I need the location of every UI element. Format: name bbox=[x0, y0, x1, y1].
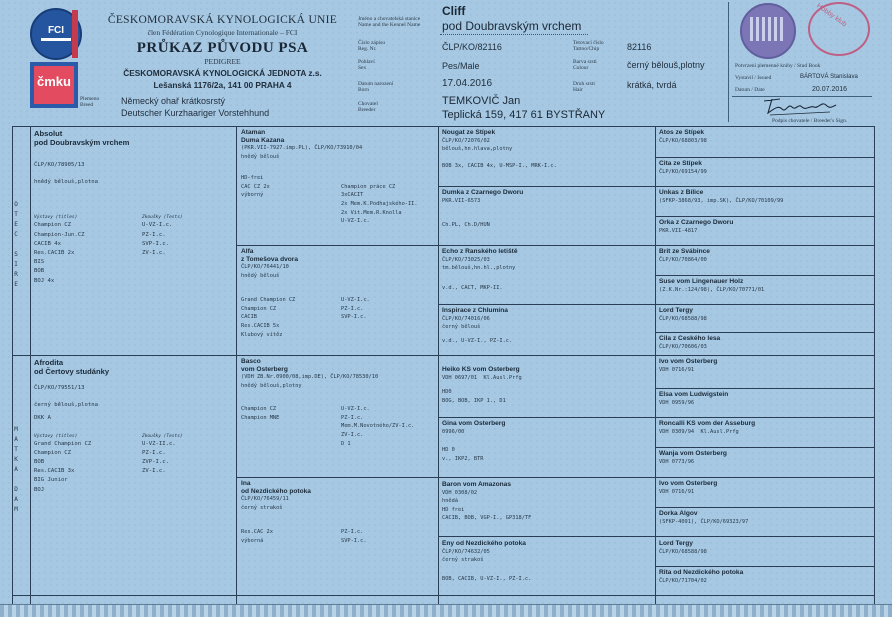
gen4-cell bbox=[659, 510, 871, 536]
gen4-cell bbox=[659, 278, 871, 304]
club-name: ČESKOMORAVSKÁ KYNOLOGICKÁ JEDNOTA z.s. bbox=[123, 68, 322, 78]
gen4-cell bbox=[659, 189, 871, 215]
ancestor-reg: PKR.VII-4817 bbox=[659, 227, 698, 234]
ancestor-name: Elsa vom Ludwigstein bbox=[659, 391, 729, 398]
fci-logo-bar bbox=[41, 38, 71, 41]
ancestor-reg: VDH 0308/02 bbox=[442, 489, 478, 496]
ancestor-name: Lord Tergy bbox=[659, 540, 693, 547]
ancestor-name: Rita od Nezdického potoka bbox=[659, 569, 744, 576]
gen3-cell bbox=[442, 248, 652, 302]
grid-line bbox=[12, 126, 874, 127]
grid-line bbox=[655, 507, 874, 508]
breeder-stamp bbox=[808, 2, 870, 56]
breeder-address: Teplická 159, 417 61 BYSTŘANY bbox=[442, 109, 606, 121]
grid-line bbox=[655, 157, 874, 158]
ancestor-name: Ina od Nezdického potoka bbox=[241, 480, 311, 495]
ancestor-colour: hnědý bělouš bbox=[241, 272, 280, 279]
side-letter: M bbox=[14, 426, 18, 433]
ancestor-name: Brit ze Švábince bbox=[659, 248, 710, 255]
gen4-cell bbox=[659, 450, 871, 476]
ancestor-reg: VDH 0773/96 bbox=[659, 458, 695, 465]
side-label-sire bbox=[12, 200, 20, 290]
ancestor-reg: VDH 0309/94 Kl.Ausl.Prfg bbox=[659, 428, 739, 435]
ancestor-name: Baron vom Amazonas bbox=[442, 481, 512, 488]
label-date: Datum / Date bbox=[735, 87, 765, 93]
ancestor-reg: ČLP/KO/71704/02 bbox=[659, 577, 707, 584]
ancestor-name: Atos ze Štípek bbox=[659, 129, 705, 136]
gen4-cell bbox=[659, 160, 871, 186]
ancestor-name: Dumka z Czarnego Dworu bbox=[442, 189, 524, 196]
ancestor-reg: ČLP/KO/74016/06 bbox=[442, 315, 490, 322]
ancestor-reg: ČLP/KO/70606/03 bbox=[659, 343, 707, 350]
ancestor-tests: Champion práce CZ 3xCACIT 2x Mem.K.Podhajského-II. 2x Vit.Mem.R.Knolla U-VZ-I.c. bbox=[341, 183, 418, 225]
ancestor-tests: U-VZ-I.c. PZ-I.c. Mem.M.Novotného/ZV-I.c. ZV-I.c. D 1 bbox=[341, 406, 415, 447]
ancestor-name: Ivo vom Osterberg bbox=[659, 480, 718, 487]
ancestor-reg: PKR.VII-6573 bbox=[442, 197, 481, 204]
ancestor-name: Wanja vom Osterberg bbox=[659, 450, 727, 457]
ancestor-notes: BOB, CACIB, U-VZ-I., PZ-I.c. bbox=[442, 575, 532, 582]
ancestor-notes: HD frei CACIB, BOB, VGP-I., GP318/TF bbox=[442, 506, 532, 522]
ancestor-notes: HD 0 v., IKP2, BTR bbox=[442, 447, 484, 462]
ancestor-colour: tm.bělouš,hn.hl.,plotny bbox=[442, 265, 516, 272]
ancestor-colour: hnědý bělouš bbox=[241, 153, 280, 160]
studbook-seal bbox=[740, 3, 796, 59]
side-letter: E bbox=[14, 221, 18, 228]
side-letter: A bbox=[14, 466, 18, 473]
ancestor-titles: Grand Champion CZ Champion CZ CACIB Res.CACIB 5x Klubový vítěz bbox=[241, 297, 296, 338]
gen4-cell bbox=[659, 569, 871, 595]
union-name: ČESKOMORAVSKÁ KYNOLOGICKÁ UNIE bbox=[107, 14, 338, 26]
ancestor-health: HD-frei bbox=[241, 175, 264, 182]
ancestor-colour: černý strakoš bbox=[241, 504, 283, 511]
sire-reg: ČLP/KO/78905/13 bbox=[34, 162, 85, 168]
sire-colour: hnědý bělouš,plotna bbox=[34, 179, 98, 186]
ancestor-name: Nougat ze Štípek bbox=[442, 129, 496, 136]
grid-line bbox=[655, 275, 874, 276]
ancestor-notes: Ch.PL, Ch.D/HUN bbox=[442, 222, 490, 229]
dog-dob: 17.04.2016 bbox=[442, 78, 493, 89]
issued-by: BÁRTOVÁ Stanislava bbox=[800, 74, 858, 80]
ancestor-name: Gina vom Osterberg bbox=[442, 420, 506, 427]
side-letter bbox=[12, 475, 20, 485]
grid-line bbox=[438, 417, 874, 418]
grid-line bbox=[655, 447, 874, 448]
ancestor-reg: 0996/00 bbox=[442, 428, 465, 435]
gen2-cell bbox=[241, 129, 435, 243]
grid-line bbox=[236, 245, 874, 246]
ancestor-name: Ivo vom Osterberg bbox=[659, 358, 718, 365]
sire-titles-head: Výstavy (titles) bbox=[34, 215, 78, 221]
ancestor-name: Cila z Českého lesa bbox=[659, 335, 721, 342]
label-hair: Druh srsti Hair bbox=[573, 81, 595, 93]
ancestor-name: Lord Tergy bbox=[659, 307, 693, 314]
gen4-cell bbox=[659, 248, 871, 274]
dam-tests-head: Zkoušky (Tests) bbox=[142, 433, 183, 439]
ancestor-name: Unkas z Bílice bbox=[659, 189, 704, 196]
side-letter: E bbox=[14, 281, 18, 288]
ancestor-colour: černý bělouš bbox=[442, 324, 481, 331]
breed-label: Plemeno Breed bbox=[80, 96, 100, 108]
label-signature: Podpis chovatele / Breeder's Sign. bbox=[772, 118, 848, 124]
side-letter bbox=[12, 240, 20, 250]
issue-date: 20.07.2016 bbox=[812, 86, 848, 93]
gen4-cell bbox=[659, 129, 871, 155]
side-letter: M bbox=[14, 506, 18, 513]
grid-line bbox=[438, 536, 874, 537]
dog-colour: černý bělouš,plotny bbox=[627, 60, 705, 70]
ancestor-tests: U-VZ-I.c. PZ-I.c. SVP-I.c. bbox=[341, 297, 370, 321]
ancestor-colour: bělouš,hn.hlava,plotny bbox=[442, 146, 513, 153]
stamp-text: Hobby klub bbox=[815, 2, 848, 29]
ancestor-reg: ČLP/KO/68803/98 bbox=[659, 137, 707, 144]
label-tattoo: Tetovací číslo Tattoo/Chip bbox=[573, 40, 604, 52]
document-border bbox=[0, 604, 892, 617]
ancestor-reg: VDH 0959/96 bbox=[659, 399, 695, 406]
ancestor-name: Ataman Duma Kazana bbox=[241, 129, 285, 144]
dog-kennel: pod Doubravským vrchem bbox=[442, 19, 582, 33]
breed-cz: Německý ohař krátkosrstý bbox=[121, 96, 226, 106]
ancestor-reg: ČLP/KO/69154/99 bbox=[659, 168, 707, 175]
label-name: Jméno a chovatelská stanice Name and the Kennel Name bbox=[358, 16, 421, 28]
grid-line bbox=[438, 186, 874, 187]
ancestor-reg: VDH 0697/01 Kl.Ausl.Prfg bbox=[442, 374, 522, 381]
sire-tests: U-VZ-I.c. PZ-I.c. SVP-I.c. ZV-I.c. bbox=[142, 222, 173, 257]
grid-line bbox=[655, 388, 874, 389]
dog-name: Cliff bbox=[442, 4, 466, 18]
gen3-cell bbox=[442, 366, 652, 415]
ancestor-reg: ČLP/KO/74632/05 bbox=[442, 548, 490, 555]
gen4-cell bbox=[659, 420, 871, 446]
ancestor-name: Basco vom Osterberg bbox=[241, 358, 288, 373]
gen4-cell bbox=[659, 480, 871, 506]
side-letter: O bbox=[14, 201, 18, 208]
club-address: Lešanská 1176/2a, 141 00 PRAHA 4 bbox=[153, 80, 292, 90]
divider bbox=[440, 34, 588, 35]
dam-health: DKK A bbox=[34, 415, 51, 422]
ancestor-name: Roncalli KS vom der Asseburg bbox=[659, 420, 756, 427]
ancestor-reg: ČLP/KO/68588/98 bbox=[659, 548, 707, 555]
sire-name: Absolut pod Doubravským vrchem bbox=[34, 129, 130, 147]
grid-line bbox=[438, 304, 874, 305]
ancestor-notes: HD0 BOG, BOB, IKP 1., D1 bbox=[442, 389, 506, 404]
ancestor-notes: BOB 3x, CACIB 4x, U-MSP-I., MRK-I.c. bbox=[442, 162, 557, 169]
ancestor-colour: hnědá bbox=[442, 498, 458, 505]
ancestor-colour: černý strakoš bbox=[442, 557, 484, 564]
doc-title: PRŮKAZ PŮVODU PSA bbox=[136, 40, 309, 56]
gen2-cell bbox=[241, 248, 435, 353]
ancestor-name: Heiko KS vom Osterberg bbox=[442, 366, 520, 373]
label-dob: Datum narození Born bbox=[358, 81, 394, 93]
ancestor-reg: ČLP/KO/68588/98 bbox=[659, 315, 707, 322]
gen3-cell bbox=[442, 540, 652, 594]
ancestor-name: Dorka Algov bbox=[659, 510, 698, 517]
gen2-cell bbox=[241, 358, 435, 475]
ancestor-reg: (Z.K.Nr.:124/98), ČLP/KO/70771/01 bbox=[659, 286, 765, 293]
ancestor-name: Suse vom Lingenauer Holz bbox=[659, 278, 744, 285]
side-letter: K bbox=[14, 456, 18, 463]
side-letter: T bbox=[14, 211, 18, 218]
dam-tests: U-VZ-II.c. PZ-I.c. ZVP-I.c. ZV-I.c. bbox=[142, 440, 176, 475]
side-letter: C bbox=[14, 231, 18, 238]
side-letter: T bbox=[14, 446, 18, 453]
label-issued: Vystavil / Issued bbox=[735, 75, 772, 81]
dam-cell bbox=[34, 358, 232, 594]
ancestor-titles: CAC CZ 2x výborný bbox=[241, 183, 270, 199]
ancestor-reg: (PKR.VII-7927.imp.PL), ČLP/KO/73910/04 bbox=[241, 145, 363, 151]
grid-line bbox=[12, 595, 874, 596]
ancestor-name: Inspirace z Chlumína bbox=[442, 307, 508, 314]
fci-logo bbox=[30, 8, 82, 60]
ancestor-reg: VDH 0716/91 bbox=[659, 488, 695, 495]
grid-line bbox=[438, 126, 439, 605]
header bbox=[0, 0, 892, 126]
gen3-cell bbox=[442, 129, 652, 184]
ancestor-reg: ČLP/KO/70864/00 bbox=[659, 256, 707, 263]
grid-line bbox=[30, 126, 31, 605]
dog-reg-nr: ČLP/KO/82116 bbox=[442, 42, 502, 52]
ancestor-name: Alfa z Tomešova dvora bbox=[241, 248, 299, 263]
fci-logo-text: FCI bbox=[47, 25, 65, 36]
dog-hair: krátká, tvrdá bbox=[627, 80, 677, 90]
ancestor-reg: (VDH ZB.Nr.0900/08,imp.DE), ČLP/KO/78530/10 bbox=[241, 374, 379, 380]
side-label-dam bbox=[12, 425, 20, 515]
dam-titles: Grand Champion CZ Champion CZ BOB Res.CACIB 3x BIG Junior BOJ bbox=[34, 440, 92, 493]
side-letter: R bbox=[14, 271, 18, 278]
gen3-cell bbox=[442, 307, 652, 353]
sire-cell bbox=[34, 129, 232, 353]
ancestor-tests: PZ-I.c. SVP-I.c. bbox=[341, 529, 367, 544]
dam-name: Afrodita od Čertovy studánky bbox=[34, 358, 110, 376]
dog-tattoo: 82116 bbox=[627, 42, 652, 52]
fci-logo-stripe bbox=[72, 10, 78, 58]
ancestor-notes: v.d., CACT, MKP-II. bbox=[442, 284, 503, 291]
gen4-cell bbox=[659, 307, 871, 333]
cmku-logo bbox=[30, 62, 78, 108]
gen3-cell bbox=[442, 420, 652, 475]
ancestor-name: Orka z Czarnego Dworu bbox=[659, 219, 734, 226]
breed-de: Deutscher Kurzhaariger Vorstehhund bbox=[121, 108, 270, 118]
ancestor-reg: VDH 0716/91 bbox=[659, 366, 695, 373]
gen4-cell bbox=[659, 358, 871, 384]
ancestor-reg: ČLP/KO/72076/02 bbox=[442, 137, 490, 144]
grid-line bbox=[655, 126, 656, 605]
seal-mark bbox=[750, 17, 786, 41]
label-colour: Barva srsti Colour bbox=[573, 59, 597, 71]
gen4-cell bbox=[659, 219, 871, 245]
grid-line bbox=[655, 566, 874, 567]
grid-line bbox=[236, 477, 874, 478]
side-letter: A bbox=[14, 436, 18, 443]
label-sex: Pohlaví Sex bbox=[358, 59, 375, 71]
ancestor-reg: (SFKP-3868/93, imp.SK), ČLP/KO/70109/99 bbox=[659, 197, 784, 204]
breeder-signature bbox=[760, 95, 840, 117]
ancestor-name: Ény od Nezdického potoka bbox=[442, 540, 526, 547]
ancestor-titles: Champion CZ Champion MNE bbox=[241, 406, 280, 421]
union-member: člen Fédération Cynologique Internationale – FCI bbox=[147, 28, 298, 37]
grid-line bbox=[874, 126, 875, 605]
ancestor-name: Echo z Ranského letiště bbox=[442, 248, 518, 255]
ancestor-reg: ČLP/KO/76441/10 bbox=[241, 264, 289, 270]
doc-subtitle: PEDIGREE bbox=[204, 57, 241, 66]
breeder-name: TEMKOVIČ Jan bbox=[442, 95, 521, 107]
sire-tests-head: Zkoušky (Tests) bbox=[142, 215, 183, 221]
cmku-logo-text: čmku bbox=[37, 74, 71, 89]
grid-line bbox=[236, 126, 237, 605]
label-issued-by: Potvrzení plemenné knihy / Stud Book bbox=[735, 63, 821, 69]
dog-sex: Pes/Male bbox=[442, 61, 480, 71]
ancestor-reg: ČLP/KO/73025/03 bbox=[442, 256, 490, 263]
ancestor-reg: (SFKP-4091), ČLP/KO/69323/97 bbox=[659, 518, 749, 525]
dam-colour: černý bělouš,plotna bbox=[34, 402, 98, 409]
grid-line bbox=[12, 126, 13, 605]
side-letter: S bbox=[14, 251, 18, 258]
side-letter: I bbox=[14, 261, 18, 268]
dam-titles-head: Výstavy (titles) bbox=[34, 433, 78, 439]
ancestor-notes: v.d., U-VZ-I., PZ-I.c. bbox=[442, 337, 513, 344]
grid-line bbox=[655, 216, 874, 217]
ancestor-titles: Res.CAC 2x výborná bbox=[241, 529, 273, 544]
side-letter: A bbox=[14, 496, 18, 503]
label-breeder: Chovatel Breeder bbox=[358, 101, 378, 113]
dam-reg: ČLP/KO/79551/13 bbox=[34, 385, 85, 391]
ancestor-reg: ČLP/KO/76459/11 bbox=[241, 496, 289, 502]
gen3-cell bbox=[442, 189, 652, 243]
ancestor-name: Cita ze Štípek bbox=[659, 160, 702, 167]
label-reg: Číslo zápisu Reg. Nr. bbox=[358, 40, 386, 52]
side-letter: D bbox=[14, 486, 18, 493]
gen4-cell bbox=[659, 540, 871, 566]
gen4-cell bbox=[659, 391, 871, 417]
sire-titles: Champion CZ Champion-Jun.CZ CACIB 4x Res.CACIB 2x BIS BOB BOJ 4x bbox=[34, 222, 85, 284]
gen3-cell bbox=[442, 481, 652, 535]
ancestor-colour: hnědý bělouš,plotny bbox=[241, 382, 302, 389]
gen2-cell bbox=[241, 480, 435, 593]
